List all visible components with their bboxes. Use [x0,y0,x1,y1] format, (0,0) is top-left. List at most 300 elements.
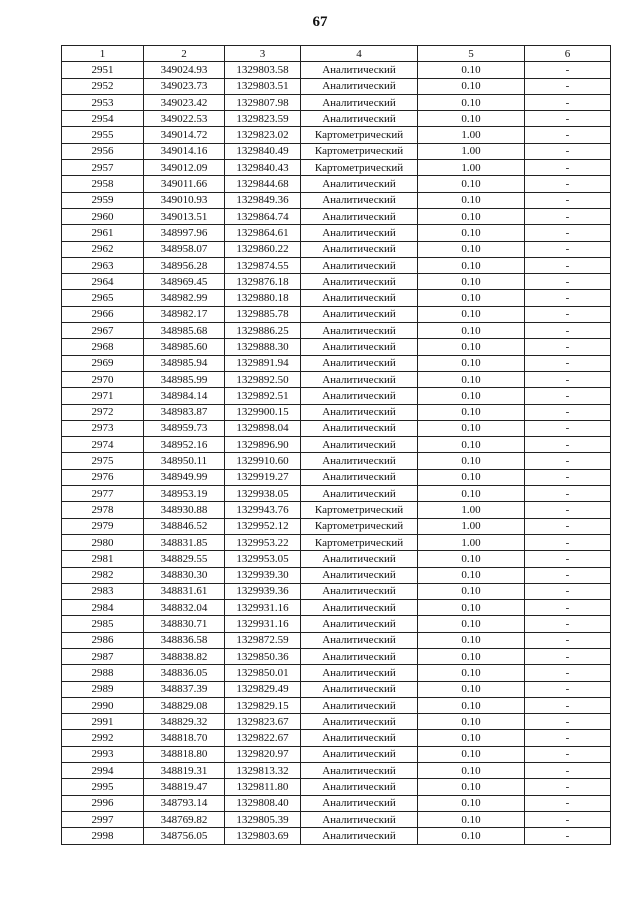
accuracy-cell: 0.10 [418,616,525,632]
method-cell: Аналитический [301,388,418,404]
method-cell: Аналитический [301,714,418,730]
method-cell: Аналитический [301,811,418,827]
x-coordinate-cell: 348819.31 [144,763,225,779]
accuracy-cell: 1.00 [418,143,525,159]
point-number-cell: 2995 [62,779,144,795]
point-number-cell: 2989 [62,681,144,697]
method-cell: Аналитический [301,225,418,241]
table-row [62,94,611,110]
y-coordinate-cell: 1329850.36 [225,648,301,664]
method-cell: Аналитический [301,600,418,616]
table-body [62,62,611,844]
point-number-cell: 2980 [62,534,144,550]
method-cell: Аналитический [301,828,418,844]
note-cell: - [525,241,611,257]
accuracy-cell: 0.10 [418,290,525,306]
y-coordinate-cell: 1329900.15 [225,404,301,420]
point-number-cell: 2998 [62,828,144,844]
note-cell: - [525,616,611,632]
table-row [62,241,611,257]
point-number-cell: 2969 [62,355,144,371]
y-coordinate-cell: 1329872.59 [225,632,301,648]
method-cell: Аналитический [301,648,418,664]
y-coordinate-cell: 1329840.49 [225,143,301,159]
point-number-cell: 2992 [62,730,144,746]
accuracy-cell: 0.10 [418,828,525,844]
point-number-cell: 2972 [62,404,144,420]
x-coordinate-cell: 348830.30 [144,567,225,583]
accuracy-cell: 0.10 [418,208,525,224]
y-coordinate-cell: 1329892.51 [225,388,301,404]
table-row [62,176,611,192]
y-coordinate-cell: 1329892.50 [225,371,301,387]
point-number-cell: 2952 [62,78,144,94]
x-coordinate-cell: 348985.94 [144,355,225,371]
table-row [62,453,611,469]
note-cell: - [525,127,611,143]
accuracy-cell: 0.10 [418,420,525,436]
y-coordinate-cell: 1329820.97 [225,746,301,762]
x-coordinate-cell: 348836.05 [144,665,225,681]
accuracy-cell: 0.10 [418,453,525,469]
accuracy-cell: 0.10 [418,811,525,827]
table-row [62,697,611,713]
method-cell: Аналитический [301,371,418,387]
point-number-cell: 2960 [62,208,144,224]
method-cell: Аналитический [301,241,418,257]
x-coordinate-cell: 349014.72 [144,127,225,143]
point-number-cell: 2971 [62,388,144,404]
method-cell: Аналитический [301,306,418,322]
table-row [62,730,611,746]
x-coordinate-cell: 348959.73 [144,420,225,436]
y-coordinate-cell: 1329823.67 [225,714,301,730]
method-cell: Аналитический [301,665,418,681]
x-coordinate-cell: 348829.55 [144,551,225,567]
table-row [62,600,611,616]
accuracy-cell: 0.10 [418,225,525,241]
table-row [62,225,611,241]
y-coordinate-cell: 1329823.59 [225,111,301,127]
column-header-6: 6 [525,46,611,62]
note-cell: - [525,534,611,550]
x-coordinate-cell: 348793.14 [144,795,225,811]
note-cell: - [525,371,611,387]
accuracy-cell: 0.10 [418,746,525,762]
x-coordinate-cell: 348829.08 [144,697,225,713]
y-coordinate-cell: 1329850.01 [225,665,301,681]
accuracy-cell: 0.10 [418,469,525,485]
point-number-cell: 2956 [62,143,144,159]
point-number-cell: 2953 [62,94,144,110]
x-coordinate-cell: 348831.85 [144,534,225,550]
method-cell: Аналитический [301,616,418,632]
y-coordinate-cell: 1329864.74 [225,208,301,224]
method-cell: Аналитический [301,339,418,355]
accuracy-cell: 0.10 [418,355,525,371]
point-number-cell: 2966 [62,306,144,322]
x-coordinate-cell: 349022.53 [144,111,225,127]
note-cell: - [525,714,611,730]
accuracy-cell: 0.10 [418,567,525,583]
point-number-cell: 2985 [62,616,144,632]
accuracy-cell: 0.10 [418,111,525,127]
point-number-cell: 2973 [62,420,144,436]
table-row [62,502,611,518]
accuracy-cell: 1.00 [418,127,525,143]
note-cell: - [525,62,611,78]
point-number-cell: 2983 [62,583,144,599]
table-row [62,567,611,583]
accuracy-cell: 0.10 [418,323,525,339]
note-cell: - [525,665,611,681]
accuracy-cell: 1.00 [418,502,525,518]
x-coordinate-cell: 349023.42 [144,94,225,110]
point-number-cell: 2982 [62,567,144,583]
x-coordinate-cell: 348846.52 [144,518,225,534]
table-row [62,616,611,632]
x-coordinate-cell: 348769.82 [144,811,225,827]
accuracy-cell: 0.10 [418,78,525,94]
accuracy-cell: 0.10 [418,779,525,795]
accuracy-cell: 0.10 [418,437,525,453]
method-cell: Аналитический [301,567,418,583]
accuracy-cell: 0.10 [418,583,525,599]
table-row [62,469,611,485]
note-cell: - [525,257,611,273]
method-cell: Картометрический [301,127,418,143]
x-coordinate-cell: 348836.58 [144,632,225,648]
note-cell: - [525,176,611,192]
point-number-cell: 2978 [62,502,144,518]
table-row [62,192,611,208]
accuracy-cell: 0.10 [418,730,525,746]
table-row [62,420,611,436]
method-cell: Аналитический [301,779,418,795]
note-cell: - [525,339,611,355]
method-cell: Аналитический [301,730,418,746]
column-header-3: 3 [225,46,301,62]
page-number: 67 [312,14,328,30]
x-coordinate-cell: 348829.32 [144,714,225,730]
column-header-2: 2 [144,46,225,62]
accuracy-cell: 0.10 [418,192,525,208]
point-number-cell: 2986 [62,632,144,648]
note-cell: - [525,795,611,811]
note-cell: - [525,648,611,664]
accuracy-cell: 0.10 [418,388,525,404]
point-number-cell: 2990 [62,697,144,713]
accuracy-cell: 0.10 [418,551,525,567]
table-row [62,208,611,224]
table-row [62,62,611,78]
method-cell: Аналитический [301,681,418,697]
point-number-cell: 2976 [62,469,144,485]
x-coordinate-cell: 348984.14 [144,388,225,404]
y-coordinate-cell: 1329910.60 [225,453,301,469]
note-cell: - [525,681,611,697]
table-row [62,78,611,94]
accuracy-cell: 0.10 [418,241,525,257]
y-coordinate-cell: 1329823.02 [225,127,301,143]
y-coordinate-cell: 1329886.25 [225,323,301,339]
method-cell: Аналитический [301,632,418,648]
y-coordinate-cell: 1329938.05 [225,486,301,502]
y-coordinate-cell: 1329939.30 [225,567,301,583]
table-header-row [62,46,611,62]
y-coordinate-cell: 1329807.98 [225,94,301,110]
point-number-cell: 2970 [62,371,144,387]
x-coordinate-cell: 348985.99 [144,371,225,387]
x-coordinate-cell: 349013.51 [144,208,225,224]
method-cell: Аналитический [301,404,418,420]
y-coordinate-cell: 1329953.05 [225,551,301,567]
table-row [62,404,611,420]
x-coordinate-cell: 348982.99 [144,290,225,306]
method-cell: Аналитический [301,323,418,339]
x-coordinate-cell: 348953.19 [144,486,225,502]
note-cell: - [525,143,611,159]
accuracy-cell: 0.10 [418,404,525,420]
table-row [62,127,611,143]
x-coordinate-cell: 348950.11 [144,453,225,469]
point-number-cell: 2977 [62,486,144,502]
table-row [62,811,611,827]
point-number-cell: 2981 [62,551,144,567]
method-cell: Картометрический [301,143,418,159]
table-row [62,486,611,502]
accuracy-cell: 0.10 [418,681,525,697]
note-cell: - [525,323,611,339]
method-cell: Аналитический [301,420,418,436]
y-coordinate-cell: 1329931.16 [225,600,301,616]
method-cell: Картометрический [301,518,418,534]
point-number-cell: 2964 [62,274,144,290]
y-coordinate-cell: 1329860.22 [225,241,301,257]
note-cell: - [525,78,611,94]
x-coordinate-cell: 348756.05 [144,828,225,844]
note-cell: - [525,355,611,371]
note-cell: - [525,160,611,176]
y-coordinate-cell: 1329808.40 [225,795,301,811]
accuracy-cell: 0.10 [418,371,525,387]
point-number-cell: 2957 [62,160,144,176]
method-cell: Аналитический [301,355,418,371]
table-row [62,323,611,339]
accuracy-cell: 0.10 [418,648,525,664]
x-coordinate-cell: 348997.96 [144,225,225,241]
x-coordinate-cell: 349014.16 [144,143,225,159]
x-coordinate-cell: 349012.09 [144,160,225,176]
method-cell: Аналитический [301,437,418,453]
point-number-cell: 2975 [62,453,144,469]
table-row [62,779,611,795]
y-coordinate-cell: 1329931.16 [225,616,301,632]
table-row [62,714,611,730]
x-coordinate-cell: 348837.39 [144,681,225,697]
point-number-cell: 2959 [62,192,144,208]
x-coordinate-cell: 348958.07 [144,241,225,257]
note-cell: - [525,306,611,322]
x-coordinate-cell: 348985.68 [144,323,225,339]
x-coordinate-cell: 348952.16 [144,437,225,453]
accuracy-cell: 1.00 [418,534,525,550]
x-coordinate-cell: 348831.61 [144,583,225,599]
method-cell: Аналитический [301,111,418,127]
accuracy-cell: 0.10 [418,600,525,616]
note-cell: - [525,486,611,502]
point-number-cell: 2996 [62,795,144,811]
accuracy-cell: 0.10 [418,94,525,110]
point-number-cell: 2962 [62,241,144,257]
point-number-cell: 2979 [62,518,144,534]
y-coordinate-cell: 1329953.22 [225,534,301,550]
point-number-cell: 2958 [62,176,144,192]
point-number-cell: 2991 [62,714,144,730]
y-coordinate-cell: 1329891.94 [225,355,301,371]
accuracy-cell: 0.10 [418,795,525,811]
table-row [62,306,611,322]
method-cell: Аналитический [301,274,418,290]
table-row [62,795,611,811]
point-number-cell: 2988 [62,665,144,681]
y-coordinate-cell: 1329829.49 [225,681,301,697]
note-cell: - [525,469,611,485]
table-row [62,534,611,550]
x-coordinate-cell: 348956.28 [144,257,225,273]
point-number-cell: 2974 [62,437,144,453]
point-number-cell: 2967 [62,323,144,339]
x-coordinate-cell: 348983.87 [144,404,225,420]
note-cell: - [525,697,611,713]
x-coordinate-cell: 349011.66 [144,176,225,192]
note-cell: - [525,453,611,469]
table-row [62,583,611,599]
x-coordinate-cell: 349024.93 [144,62,225,78]
accuracy-cell: 0.10 [418,274,525,290]
x-coordinate-cell: 348818.80 [144,746,225,762]
note-cell: - [525,583,611,599]
method-cell: Картометрический [301,160,418,176]
x-coordinate-cell: 348949.99 [144,469,225,485]
table-row [62,518,611,534]
x-coordinate-cell: 348982.17 [144,306,225,322]
y-coordinate-cell: 1329898.04 [225,420,301,436]
table-row [62,828,611,844]
y-coordinate-cell: 1329943.76 [225,502,301,518]
y-coordinate-cell: 1329874.55 [225,257,301,273]
accuracy-cell: 0.10 [418,306,525,322]
x-coordinate-cell: 348819.47 [144,779,225,795]
table-row [62,437,611,453]
y-coordinate-cell: 1329864.61 [225,225,301,241]
x-coordinate-cell: 348985.60 [144,339,225,355]
table-row [62,290,611,306]
accuracy-cell: 0.10 [418,257,525,273]
y-coordinate-cell: 1329885.78 [225,306,301,322]
method-cell: Картометрический [301,534,418,550]
y-coordinate-cell: 1329803.51 [225,78,301,94]
table-row [62,681,611,697]
accuracy-cell: 0.10 [418,763,525,779]
x-coordinate-cell: 348832.04 [144,600,225,616]
method-cell: Аналитический [301,94,418,110]
table-row [62,763,611,779]
point-number-cell: 2968 [62,339,144,355]
point-number-cell: 2951 [62,62,144,78]
method-cell: Аналитический [301,192,418,208]
point-number-cell: 2993 [62,746,144,762]
column-header-1: 1 [62,46,144,62]
x-coordinate-cell: 348838.82 [144,648,225,664]
note-cell: - [525,274,611,290]
method-cell: Аналитический [301,208,418,224]
point-number-cell: 2984 [62,600,144,616]
y-coordinate-cell: 1329822.67 [225,730,301,746]
accuracy-cell: 0.10 [418,176,525,192]
note-cell: - [525,828,611,844]
accuracy-cell: 0.10 [418,714,525,730]
note-cell: - [525,600,611,616]
note-cell: - [525,192,611,208]
column-header-5: 5 [418,46,525,62]
y-coordinate-cell: 1329813.32 [225,763,301,779]
x-coordinate-cell: 348818.70 [144,730,225,746]
method-cell: Аналитический [301,78,418,94]
note-cell: - [525,730,611,746]
x-coordinate-cell: 348830.71 [144,616,225,632]
column-header-4: 4 [301,46,418,62]
table-row [62,665,611,681]
method-cell: Аналитический [301,551,418,567]
table-row [62,746,611,762]
note-cell: - [525,208,611,224]
y-coordinate-cell: 1329888.30 [225,339,301,355]
x-coordinate-cell: 349010.93 [144,192,225,208]
note-cell: - [525,94,611,110]
table-row [62,111,611,127]
accuracy-cell: 0.10 [418,339,525,355]
table-row [62,371,611,387]
table-row [62,274,611,290]
method-cell: Аналитический [301,62,418,78]
table-row [62,551,611,567]
note-cell: - [525,420,611,436]
point-number-cell: 2955 [62,127,144,143]
note-cell: - [525,518,611,534]
y-coordinate-cell: 1329939.36 [225,583,301,599]
accuracy-cell: 0.10 [418,632,525,648]
point-number-cell: 2963 [62,257,144,273]
note-cell: - [525,388,611,404]
accuracy-cell: 1.00 [418,160,525,176]
y-coordinate-cell: 1329803.69 [225,828,301,844]
x-coordinate-cell: 348930.88 [144,502,225,518]
y-coordinate-cell: 1329805.39 [225,811,301,827]
method-cell: Аналитический [301,486,418,502]
method-cell: Аналитический [301,583,418,599]
point-number-cell: 2965 [62,290,144,306]
table-row [62,388,611,404]
note-cell: - [525,811,611,827]
y-coordinate-cell: 1329880.18 [225,290,301,306]
method-cell: Аналитический [301,469,418,485]
note-cell: - [525,746,611,762]
y-coordinate-cell: 1329896.90 [225,437,301,453]
y-coordinate-cell: 1329829.15 [225,697,301,713]
y-coordinate-cell: 1329803.58 [225,62,301,78]
y-coordinate-cell: 1329849.36 [225,192,301,208]
